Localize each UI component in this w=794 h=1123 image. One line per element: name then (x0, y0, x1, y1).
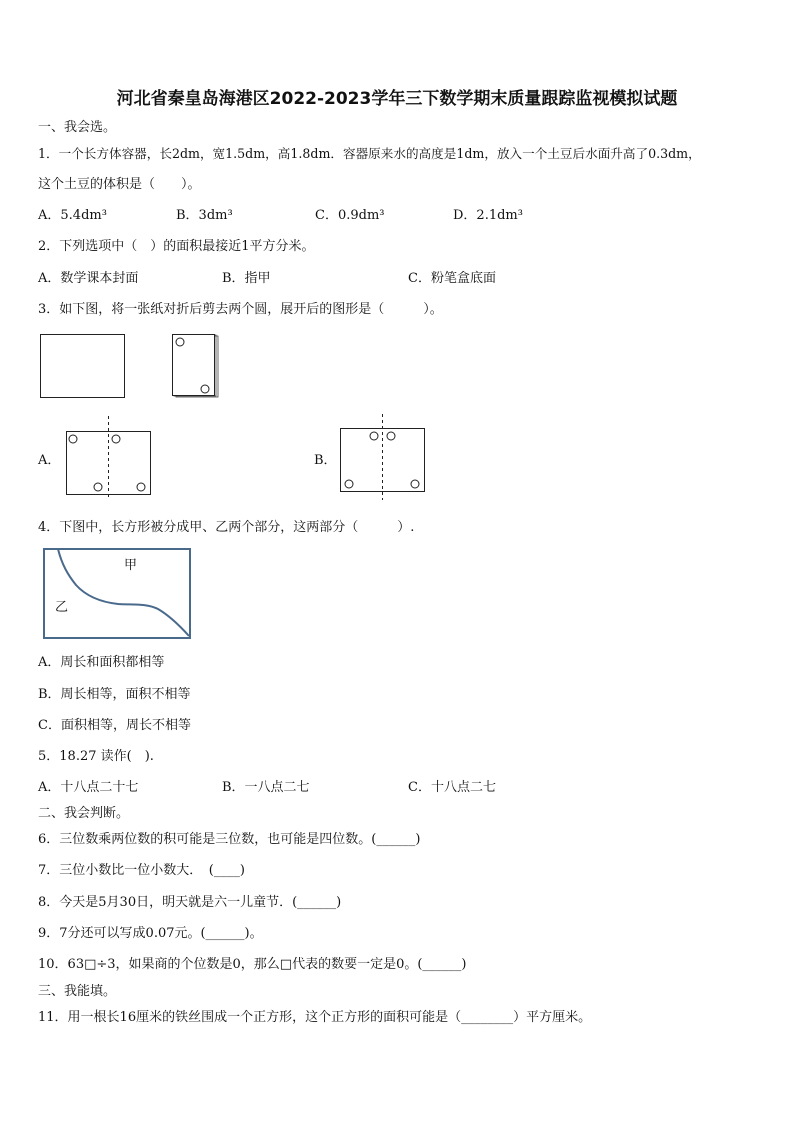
question-5-option-c: C．十八点二七 (408, 780, 496, 795)
question-3-option-a: A． (38, 453, 61, 468)
question-10-text: 10．63□÷3，如果商的个位数是0，那么□代表的数要一定是0。(______) (38, 957, 467, 972)
question-2-option-a: A．数学课本封面 (38, 271, 139, 286)
question-1-option-a: A．5.4dm³ (38, 208, 107, 223)
question-5-text: 5．18.27 读作( ). (38, 749, 154, 764)
question-4-option-a: A．周长和面积都相等 (38, 655, 165, 670)
question-1-option-b: B．3dm³ (176, 208, 233, 223)
question-1-option-c: C．0.9dm³ (315, 208, 385, 223)
question-3-text: 3．如下图，将一张纸对折后剪去两个圆，展开后的图形是（ ）。 (38, 302, 443, 317)
question-1-line-1: 1．一个长方体容器，长2dm，宽1.5dm，高1.8dm．容器原来水的高度是1dm，放入一个土豆后水面升高了0.3dm， (38, 146, 701, 161)
question-3-option-b: B． (314, 453, 337, 468)
question-4-option-b: B．周长相等，面积不相等 (38, 687, 191, 702)
question-4-text: 4．下图中，长方形被分成甲、乙两个部分，这两部分（ ）. (38, 520, 415, 535)
question-1-option-d: D．2.1dm³ (453, 208, 523, 223)
question-11-text: 11．用一根长16厘米的铁丝围成一个正方形，这个正方形的面积可能是（________）平方厘米。 (38, 1010, 592, 1025)
question-5-option-a: A．十八点二十七 (38, 780, 139, 795)
page-title: 河北省秦皇岛海港区2022-2023学年三下数学期末质量跟踪监视模拟试题 (116, 89, 678, 109)
question-2-text: 2．下列选项中（ ）的面积最接近1平方分米。 (38, 239, 315, 254)
section-heading-fill: 三、我能填。 (38, 984, 117, 999)
label-yi: 乙 (55, 600, 69, 615)
label-jia: 甲 (124, 558, 138, 573)
question-1-line-2: 这个土豆的体积是（ ）。 (38, 177, 201, 192)
question-9-text: 9．7分还可以写成0.07元。(______)。 (38, 926, 263, 941)
question-2-option-b: B．指甲 (222, 271, 271, 286)
question-2-option-c: C．粉笔盒底面 (408, 271, 496, 286)
question-4-option-c: C．面积相等，周长不相等 (38, 718, 191, 733)
question-6-text: 6．三位数乘两位数的积可能是三位数，也可能是四位数。(______) (38, 832, 421, 847)
section-heading-judge: 二、我会判断。 (38, 806, 130, 821)
question-7-text: 7．三位小数比一位小数大． (____) (38, 863, 245, 878)
section-heading-choice: 一、我会选。 (38, 120, 117, 135)
question-8-text: 8．今天是5月30日，明天就是六一儿童节．(______) (38, 895, 342, 910)
question-5-option-b: B．一八点二七 (222, 780, 310, 795)
